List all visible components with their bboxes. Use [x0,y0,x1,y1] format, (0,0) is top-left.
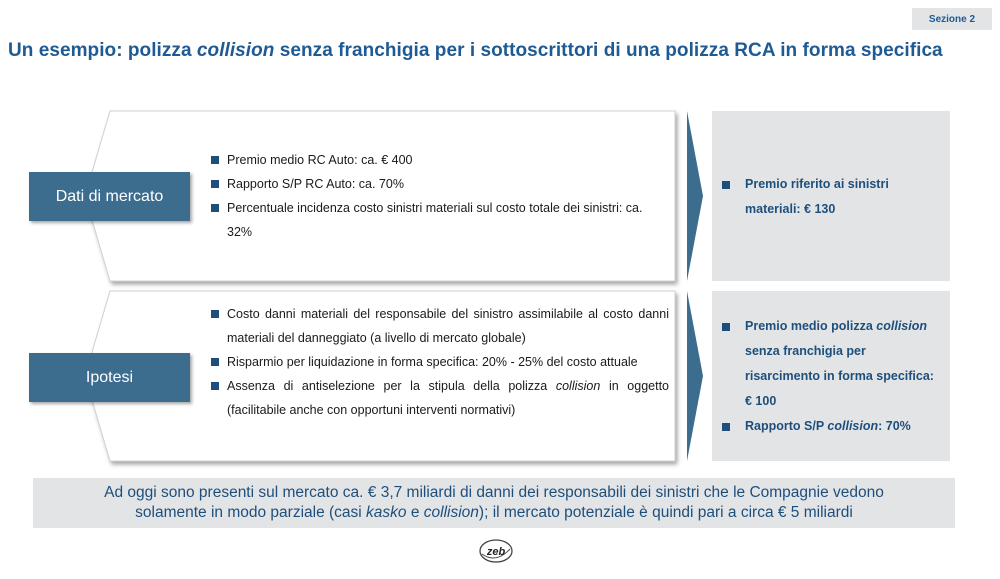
market-bullet-list [211,148,669,244]
market-arrow [687,111,703,281]
list-item: Costo danni materiali del responsabile del sinistro assimilabile al costo danni materiali del danneggiato (a livello di mercato globale) [211,302,669,350]
hypotheses-bullet-list [211,302,669,422]
list-item: Percentuale incidenza costo sinistri materiali sul costo totale dei sinistri: ca. 32% [211,196,669,244]
summary-line-2: solamente in modo parziale (casi kasko e collision); il mercato potenziale è quindi pari a circa € 5 miliardi [135,504,853,521]
summary-box [33,478,955,528]
list-item: Premio medio RC Auto: ca. € 400 [211,148,669,172]
hypotheses-arrow [687,291,703,461]
hypotheses-label: Ipotesi [29,353,190,402]
list-item: Premio medio polizza collision senza franchigia per risarcimento in forma specifica: € 100 [722,314,944,414]
section-tag: Sezione 2 [912,8,992,30]
hypotheses-result-list [722,314,944,439]
summary-line-1: Ad oggi sono presenti sul mercato ca. € 3,7 miliardi di danni dei responsabili dei sinistri che le Compagnie vedono [104,484,884,501]
market-result-list [722,172,944,222]
list-item: Assenza di antiselezione per la stipula della polizza collision in oggetto (facilitabile anche con opportuni interventi normativi) [211,374,669,422]
list-item: Rapporto S/P RC Auto: ca. 70% [211,172,669,196]
zeb-logo [478,538,514,564]
market-data-label: Dati di mercato [29,172,190,221]
list-item: Premio riferito ai sinistri materiali: € 130 [722,172,944,222]
list-item: Rapporto S/P collision: 70% [722,414,944,439]
page-title: Un esempio: polizza collision senza franchigia per i sottoscrittori di una polizza RCA in forma specifica [8,40,943,61]
list-item: Risparmio per liquidazione in forma specifica: 20% - 25% del costo attuale [211,350,669,374]
logo-text: zeb [486,546,506,558]
